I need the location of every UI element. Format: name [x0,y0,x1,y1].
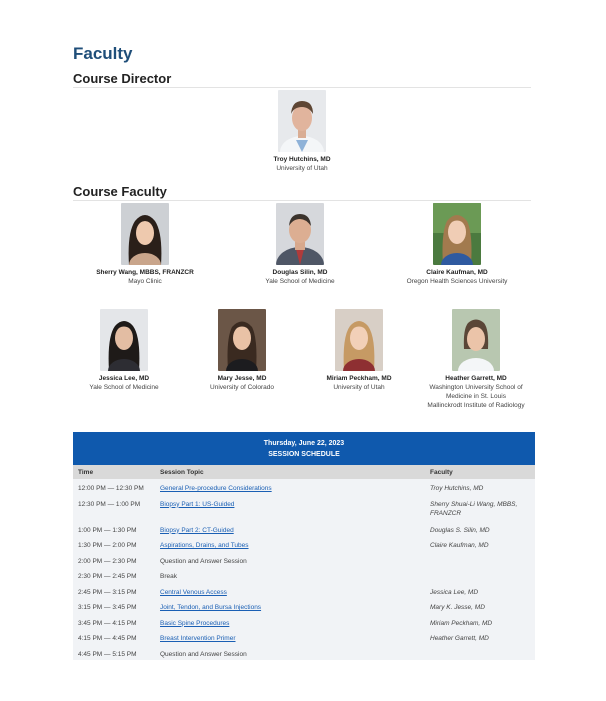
person-affiliation: Yale School of Medicine [89,384,159,391]
session-time: 2:30 PM — 2:45 PM [78,573,137,580]
person-name: Jessica Lee, MD [98,375,150,382]
director-card [227,90,377,173]
person-affiliation: University of Colorado [210,384,274,391]
table-row [73,583,535,599]
divider [73,87,531,88]
column-header-faculty: Faculty [430,468,453,476]
person-name: Claire Kaufman, MD [426,269,488,276]
session-time: 3:15 PM — 3:45 PM [78,604,137,611]
schedule-date: Thursday, June 22, 2023 [263,440,345,447]
session-faculty: Miriam Peckham, MD [430,619,493,627]
session-topic-link[interactable]: Joint, Tendon, and Bursa Injections [160,604,262,611]
person-affiliation: Mallinckrodt Institute of Radiology [427,402,525,409]
session-topic-link[interactable]: General Pre-procedure Considerations [160,485,272,492]
table-row [73,552,535,568]
table-row [73,614,535,630]
session-time: 3:45 PM — 4:15 PM [78,619,137,627]
person-name: Mary Jesse, MD [217,375,267,382]
session-faculty: Douglas S. Silin, MD [430,526,490,534]
person-affiliation: Medicine in St. Louis [446,393,506,400]
person-name: Heather Garrett, MD [445,375,507,382]
table-row [73,629,535,645]
portrait-photo [433,203,481,265]
table-row [73,536,535,552]
session-topic: Question and Answer Session [160,650,247,658]
session-time: 1:30 PM — 2:00 PM [78,542,137,549]
faculty-card [401,309,551,410]
session-topic-link[interactable]: Biopsy Part 2: CT-Guided [160,526,234,534]
portrait-photo [276,203,324,265]
session-faculty: Sherry Shuai-Li Wang, MBBS, FRANZCR [430,500,518,517]
table-row [73,598,535,614]
person-name: Sherry Wang, MBBS, FRANZCR [96,269,194,276]
session-topic-link[interactable]: Biopsy Part 1: US-Guided [160,500,235,508]
page-title: Faculty [73,44,133,63]
schedule-header [73,432,535,465]
portrait-photo [121,203,169,265]
table-row [73,479,535,495]
session-time: 2:00 PM — 2:30 PM [78,557,137,565]
session-schedule-table [73,432,535,660]
session-topic-link[interactable]: Aspirations, Drains, and Tubes [160,542,249,549]
session-faculty: Claire Kaufman, MD [430,542,489,549]
schedule-rows [73,479,535,660]
portrait-photo [100,309,148,371]
session-time: 1:00 PM — 1:30 PM [78,526,137,534]
person-affiliation: Washington University School of [429,384,523,391]
faculty-card [70,203,220,286]
session-topic-link[interactable]: Central Venous Access [160,588,227,596]
portrait-photo [335,309,383,371]
portrait-photo [278,90,326,152]
session-faculty: Mary K. Jesse, MD [430,604,485,611]
person-affiliation: University of Utah [276,165,328,172]
table-row [73,495,535,521]
session-faculty: Jessica Lee, MD [430,588,479,596]
faculty-card [225,203,375,286]
person-name: Miriam Peckham, MD [326,375,392,382]
column-header-topic: Session Topic [160,468,204,476]
session-time: 12:00 PM — 12:30 PM [78,485,144,492]
column-header-time: Time [78,468,94,476]
session-topic: Question and Answer Session [160,557,247,565]
faculty-card [382,203,532,286]
session-time: 12:30 PM — 1:00 PM [78,500,141,508]
column-headers [73,465,535,479]
portrait-photo [452,309,500,371]
session-faculty: Heather Garrett, MD [430,635,489,642]
session-topic-link[interactable]: Breast Intervention Primer [160,635,236,642]
session-topic: Break [160,573,177,580]
session-time: 4:45 PM — 5:15 PM [78,650,137,658]
course-faculty-heading: Course Faculty [73,184,167,199]
person-name: Troy Hutchins, MD [273,156,331,163]
table-row [73,521,535,537]
person-affiliation: Oregon Health Sciences University [406,278,508,285]
course-director-heading: Course Director [73,71,172,86]
portrait-photo [218,309,266,371]
divider [73,200,531,201]
session-faculty: Troy Hutchins, MD [430,485,484,492]
session-topic-link[interactable]: Basic Spine Procedures [160,619,230,627]
person-name: Douglas Silin, MD [272,269,328,276]
person-affiliation: Mayo Clinic [128,278,162,285]
table-row [73,567,535,583]
session-time: 2:45 PM — 3:15 PM [78,588,137,596]
table-row [73,645,535,661]
session-time: 4:15 PM — 4:45 PM [78,635,137,642]
person-affiliation: University of Utah [333,384,385,391]
schedule-heading: SESSION SCHEDULE [268,451,340,458]
person-affiliation: Yale School of Medicine [265,278,335,285]
